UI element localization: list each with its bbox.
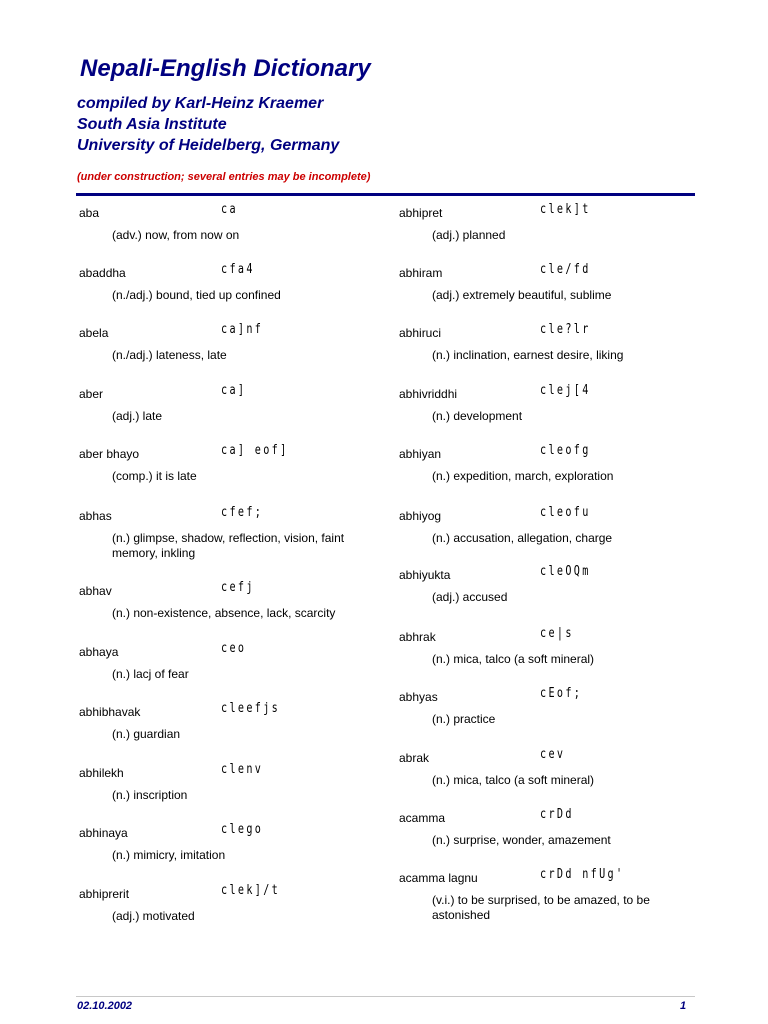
entry-nepali: ca]nf <box>221 322 264 337</box>
entry-nepali: cefj <box>221 580 255 595</box>
entry-word: abhilekh <box>79 766 124 780</box>
entry-word: abhiyan <box>399 447 442 461</box>
footer-divider <box>76 996 695 997</box>
entry-word: aba <box>79 206 100 220</box>
entry-word: acamma lagnu <box>399 871 478 885</box>
entry-definition: (n./adj.) bound, tied up confined <box>112 288 281 302</box>
entry-word: aber bhayo <box>79 447 140 461</box>
entry-nepali: clego <box>221 822 264 837</box>
entry-nepali: clek]/t <box>221 883 281 898</box>
header-divider <box>76 193 695 196</box>
entry-nepali: cfa4 <box>221 262 255 277</box>
entry-nepali: ca] eof] <box>221 443 289 458</box>
entry-definition: (n.) glimpse, shadow, reflection, vision, faint memory, inkling <box>112 531 345 560</box>
entry-word: abhiyukta <box>399 568 451 582</box>
entry-definition: (n.) lacj of fear <box>112 667 189 681</box>
entry-nepali: clej[4 <box>540 383 591 398</box>
entry-word: abhiruci <box>399 326 442 340</box>
entry-definition: (adj.) planned <box>432 228 506 242</box>
compiler-line: compiled by Karl-Heinz Kraemer <box>77 95 324 112</box>
entry-word: abela <box>79 326 109 340</box>
entry-definition: (n./adj.) lateness, late <box>112 348 227 362</box>
entry-word: abaddha <box>79 266 126 280</box>
entry-definition: (n.) development <box>432 409 523 423</box>
entry-nepali: ca] <box>221 383 247 398</box>
entry-nepali: ce|s <box>540 626 574 641</box>
entry-nepali: clenv <box>221 762 264 777</box>
entry-word: abhaya <box>79 645 119 659</box>
entry-word: abrak <box>399 751 430 765</box>
entry-word: aber <box>79 387 104 401</box>
entry-definition: (n.) non-existence, absence, lack, scarcity <box>112 606 336 620</box>
entry-nepali: cEof; <box>540 686 583 701</box>
entry-definition: (n.) practice <box>432 712 496 726</box>
page-number: 1 <box>680 1000 687 1012</box>
entry-nepali: cle?lr <box>540 322 591 337</box>
entry-definition: (n.) surprise, wonder, amazement <box>432 833 611 847</box>
page-title: Nepali-English Dictionary <box>80 55 371 82</box>
footer-date: 02.10.2002 <box>77 1000 133 1012</box>
entry-word: abhipret <box>399 206 443 220</box>
entry-definition: (adj.) extremely beautiful, sublime <box>432 288 612 302</box>
compiler-block <box>77 93 339 156</box>
entry-nepali: clek]t <box>540 202 591 217</box>
construction-notice: (under construction; several entries may be incomplete) <box>77 171 371 183</box>
entry-definition: (n.) accusation, allegation, charge <box>432 531 613 545</box>
university-line: University of Heidelberg, Germany <box>77 137 340 154</box>
entry-nepali: cev <box>540 747 566 762</box>
entry-word: abhibhavak <box>79 705 141 719</box>
entry-definition: (n.) mimicry, imitation <box>112 848 226 862</box>
entry-definition: (n.) mica, talco (a soft mineral) <box>432 652 595 666</box>
entry-nepali: ceo <box>221 641 247 656</box>
entry-word: acamma <box>399 811 446 825</box>
entry-nepali: cleOQm <box>540 564 591 579</box>
entry-word: abhav <box>79 584 112 598</box>
entry-word: abhinaya <box>79 826 128 840</box>
entry-nepali: ca <box>221 202 238 217</box>
entry-definition: (n.) mica, talco (a soft mineral) <box>432 773 595 787</box>
entry-definition: (comp.) it is late <box>112 469 197 483</box>
entry-word: abhivriddhi <box>399 387 458 401</box>
entry-word: abhiyog <box>399 509 442 523</box>
entry-word: abhiprerit <box>79 887 130 901</box>
entry-definition: (adj.) accused <box>432 590 508 604</box>
entry-word: abhas <box>79 509 112 523</box>
entry-word: abhrak <box>399 630 436 644</box>
entry-word: abhiram <box>399 266 443 280</box>
entry-word: abhyas <box>399 690 438 704</box>
entry-nepali: crDd nfUg' <box>540 867 625 882</box>
institute-line: South Asia Institute <box>77 116 227 133</box>
entry-definition: (n.) guardian <box>112 727 181 741</box>
entry-definition: (adj.) motivated <box>112 909 195 923</box>
entry-definition: (n.) inclination, earnest desire, liking <box>432 348 624 362</box>
entry-definition: (adj.) late <box>112 409 163 423</box>
entry-nepali: cle/fd <box>540 262 591 277</box>
entry-definition: (n.) inscription <box>112 788 188 802</box>
entry-nepali: cleofg <box>540 443 591 458</box>
entry-definition: (adv.) now, from now on <box>112 228 240 242</box>
entry-definition: (v.i.) to be surprised, to be amazed, to be astonished <box>432 893 650 922</box>
entry-definition: (n.) expedition, march, exploration <box>432 469 614 483</box>
entry-nepali: cleefjs <box>221 701 281 716</box>
entry-nepali: cfef; <box>221 505 264 520</box>
entry-nepali: crDd <box>540 807 574 822</box>
entry-nepali: cleofu <box>540 505 591 520</box>
